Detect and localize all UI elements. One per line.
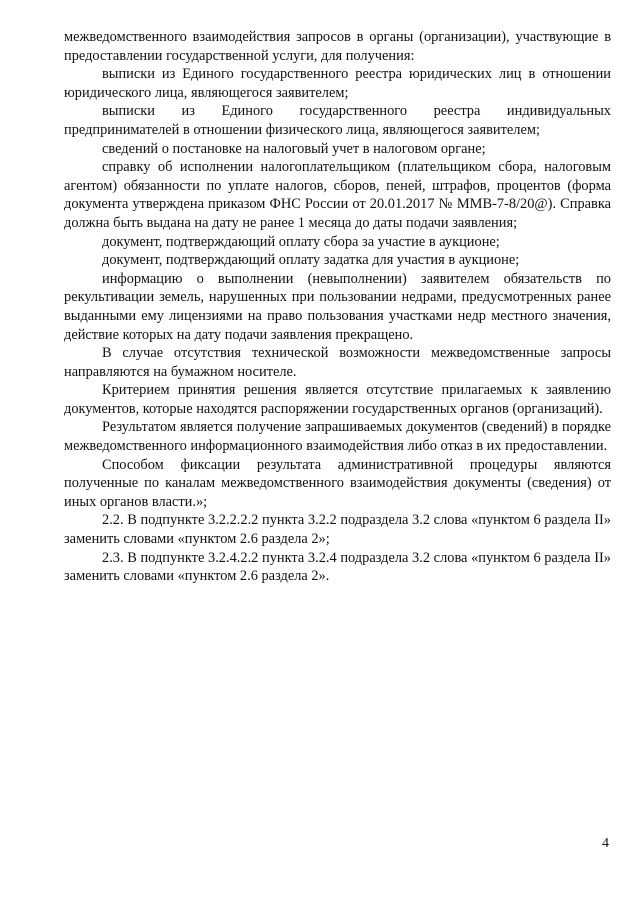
paragraph-egrul-extract: выписки из Единого государственного реестра юридических лиц в отношении юридического лица, являющегося заявителем;	[64, 66, 611, 101]
paragraph-paper-requests: В случае отсутствия технической возможности межведомственные запросы направляются на бумажном носителе.	[64, 345, 611, 380]
paragraph-tax-registration: сведений о постановке на налоговый учет в налоговом органе;	[102, 140, 486, 157]
paragraph-continuation: межведомственного взаимодействия запросов в органы (организации), участвующие в предоставлении государственной услуги, для получения:	[64, 29, 611, 64]
paragraph-deposit-payment: документ, подтверждающий оплату задатка для участия в аукционе;	[102, 252, 520, 269]
paragraph-tax-certificate: справку об исполнении налогоплательщиком (плательщиком сбора, налоговым агентом) обязанности по уплате налогов, сборов, пеней, штрафов, процентов (форма документа утверждена приказом ФНС России от 20.01.2017 № ММВ-7-8/20@). Справка должна быть выдана на дату не ранее 1 месяца до даты подачи заявления;	[64, 159, 611, 231]
paragraph-fee-payment: документ, подтверждающий оплату сбора за участие в аукционе;	[102, 233, 500, 250]
paragraph-result-fixation: Способом фиксации результата административной процедуры являются полученные по каналам межведомственного взаимодействия документы (сведения) от иных органов власти.»;	[64, 456, 611, 510]
paragraph-amendment-2-2: 2.2. В подпункте 3.2.2.2.2 пункта 3.2.2 подраздела 3.2 слова «пунктом 6 раздела II» заменить словами «пунктом 2.6 раздела 2»;	[64, 512, 611, 548]
page-number: 4	[602, 836, 609, 851]
paragraph-egrip-extract: выписки из Единого государственного реестра индивидуальных предпринимателей в отношении физического лица, являющегося заявителем;	[64, 103, 611, 138]
paragraph-result: Результатом является получение запрашиваемых документов (сведений) в порядке межведомственного информационного взаимодействия либо отказ в их предоставлении.	[64, 419, 611, 455]
paragraph-amendment-2-3: 2.3. В подпункте 3.2.4.2.2 пункта 3.2.4 подраздела 3.2 слова «пунктом 6 раздела II» заменить словами «пунктом 2.6 раздела 2».	[64, 549, 611, 585]
document-body	[64, 28, 611, 586]
paragraph-decision-criterion: Критерием принятия решения является отсутствие прилагаемых к заявлению документов, которые находятся распоряжении государственных органов (организаций).	[64, 382, 611, 417]
paragraph-recultivation-info: информацию о выполнении (невыполнении) заявителем обязательств по рекультивации земель, нарушенных при пользовании недрами, предусмотренных ранее выданными ему лицензиями на право пользования участками недр местного значения, действие которых на дату подачи заявления прекращено.	[64, 270, 611, 343]
